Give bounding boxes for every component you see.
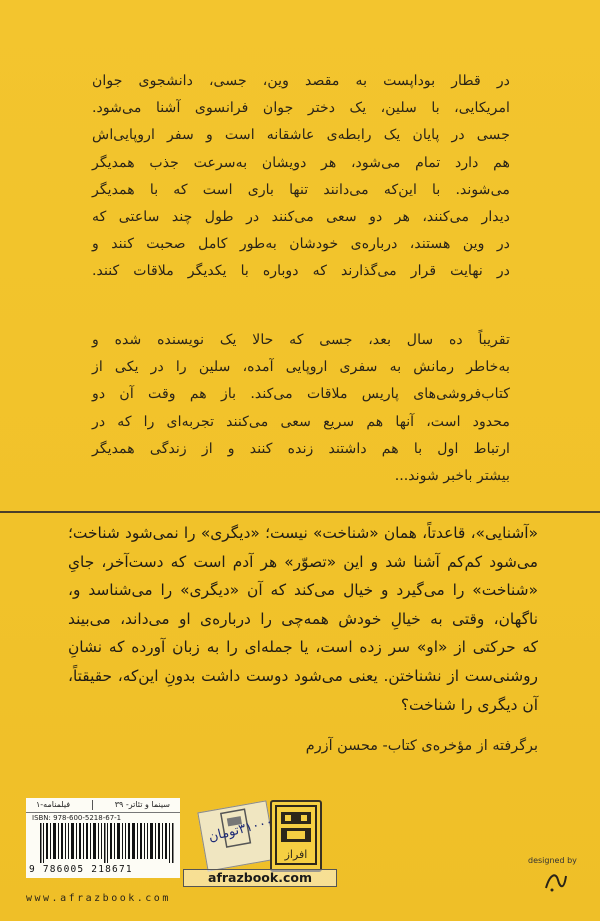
synopsis-line: امریکایی، با سلین، یک دختر جوان فرانسوی آشنا می‌شود. <box>92 100 510 117</box>
quote-line: «آشنایی»، قاعدتاً، همان «شناخت» نیست؛ «دیگری» را نمی‌شود شناخت؛ <box>68 524 538 542</box>
header-separator <box>92 800 93 810</box>
barcode-panel <box>26 798 180 878</box>
synopsis-line: محدود است، آنها هم سریع سعی می‌کنند تجربه‌ای را که در <box>92 413 510 430</box>
synopsis-line: بیشتر باخبر شوند... <box>394 468 510 485</box>
isbn-label: ISBN: 978-600-5218-67-1 <box>32 814 122 822</box>
quote-line: ناگهان، وقتی به خیالِ خودش همه‌چی را درباره‌ی او می‌داند، می‌بیند <box>68 609 538 628</box>
synopsis-line: ارتباط اول با هم داشتند زنده کنند و از زندگی همدیگر <box>92 440 510 457</box>
publisher-site-stamp: afrazbook.com <box>183 869 337 887</box>
synopsis-line: جسی در پایان یک رابطه‌ی عاشقانه است و سفر اروپایی‌اش <box>92 127 510 144</box>
designer-signature-icon <box>542 868 568 894</box>
quote-line: که حرکتی از «او» سر زده است، یا جمله‌ای را به زبان آورده که نشانِ <box>68 638 538 657</box>
price-label: ۳۱۰۰۰تومان <box>207 814 275 845</box>
film-series-label: فیلمنامه-۱ <box>36 800 71 809</box>
quote-line: می‌شود کم‌کم آشنا شد و این «تصوّر» هر آدم است که دست‌آخر، جایِ <box>68 552 538 571</box>
quote-line: روشنی‌ست از نشناختن. یعنی می‌شود دوست داشت بدونِ این‌که، حقیقتاً، <box>68 666 538 685</box>
series-label: سینما و تئاتر- ۳۹ <box>114 800 170 809</box>
synopsis-paragraph-1 <box>92 68 510 286</box>
publisher-logo-icon <box>270 800 322 872</box>
quote-line: «شناخت» را می‌گیرد و خیال می‌کند که آن «دیگری» را می‌شناسد و، <box>68 581 538 600</box>
price-sticker <box>197 800 276 871</box>
synopsis-line: دیدار می‌کنند، هر دو سعی می‌کنند در طول چند ساعتی که <box>92 209 510 226</box>
synopsis-line: در نهایت قرار می‌گذارند که دوباره با یکدیگر ملاقات کنند. <box>92 263 510 280</box>
designed-by-label: designed by <box>528 856 577 865</box>
barcode-header <box>26 798 180 813</box>
synopsis-line: در وین هستند، درباره‌ی خودشان به‌طور کامل صحبت کنند و <box>92 236 510 253</box>
svg-text:افراز: افراز <box>284 848 308 861</box>
barcode-number: 9 786005 218671 <box>29 864 133 875</box>
synopsis-line: به‌خاطر رمانش به سفری اروپایی آمده، سلین را در یکی از <box>92 359 510 376</box>
barcode-icon <box>40 823 174 863</box>
quote-block <box>68 519 538 719</box>
quote-source: برگرفته از مؤخره‌ی کتاب- محسن آزرم <box>305 738 538 754</box>
synopsis-line: کتاب‌فروشی‌های پاریس ملاقات می‌کند. باز هم وقت آن دو <box>92 386 510 403</box>
quote-line: آن دیگری را شناخت؟ <box>400 695 538 714</box>
synopsis-paragraph-2 <box>92 327 510 490</box>
divider <box>0 511 600 513</box>
synopsis-line: هم دارد تمام می‌شود، هر دویشان به‌سرعت جذب همدیگر <box>92 154 510 171</box>
publisher-website: www.afrazbook.com <box>26 893 171 904</box>
synopsis-line: در قطار بوداپست به مقصد وین، جسی، دانشجوی جوان <box>92 73 510 89</box>
synopsis-line: می‌شوند. با این‌که می‌دانند تنها باری است که با همدیگر <box>92 181 510 198</box>
synopsis-line: تقریباً ده سال بعد، جسی که حالا یک نویسنده شده و <box>92 332 510 348</box>
